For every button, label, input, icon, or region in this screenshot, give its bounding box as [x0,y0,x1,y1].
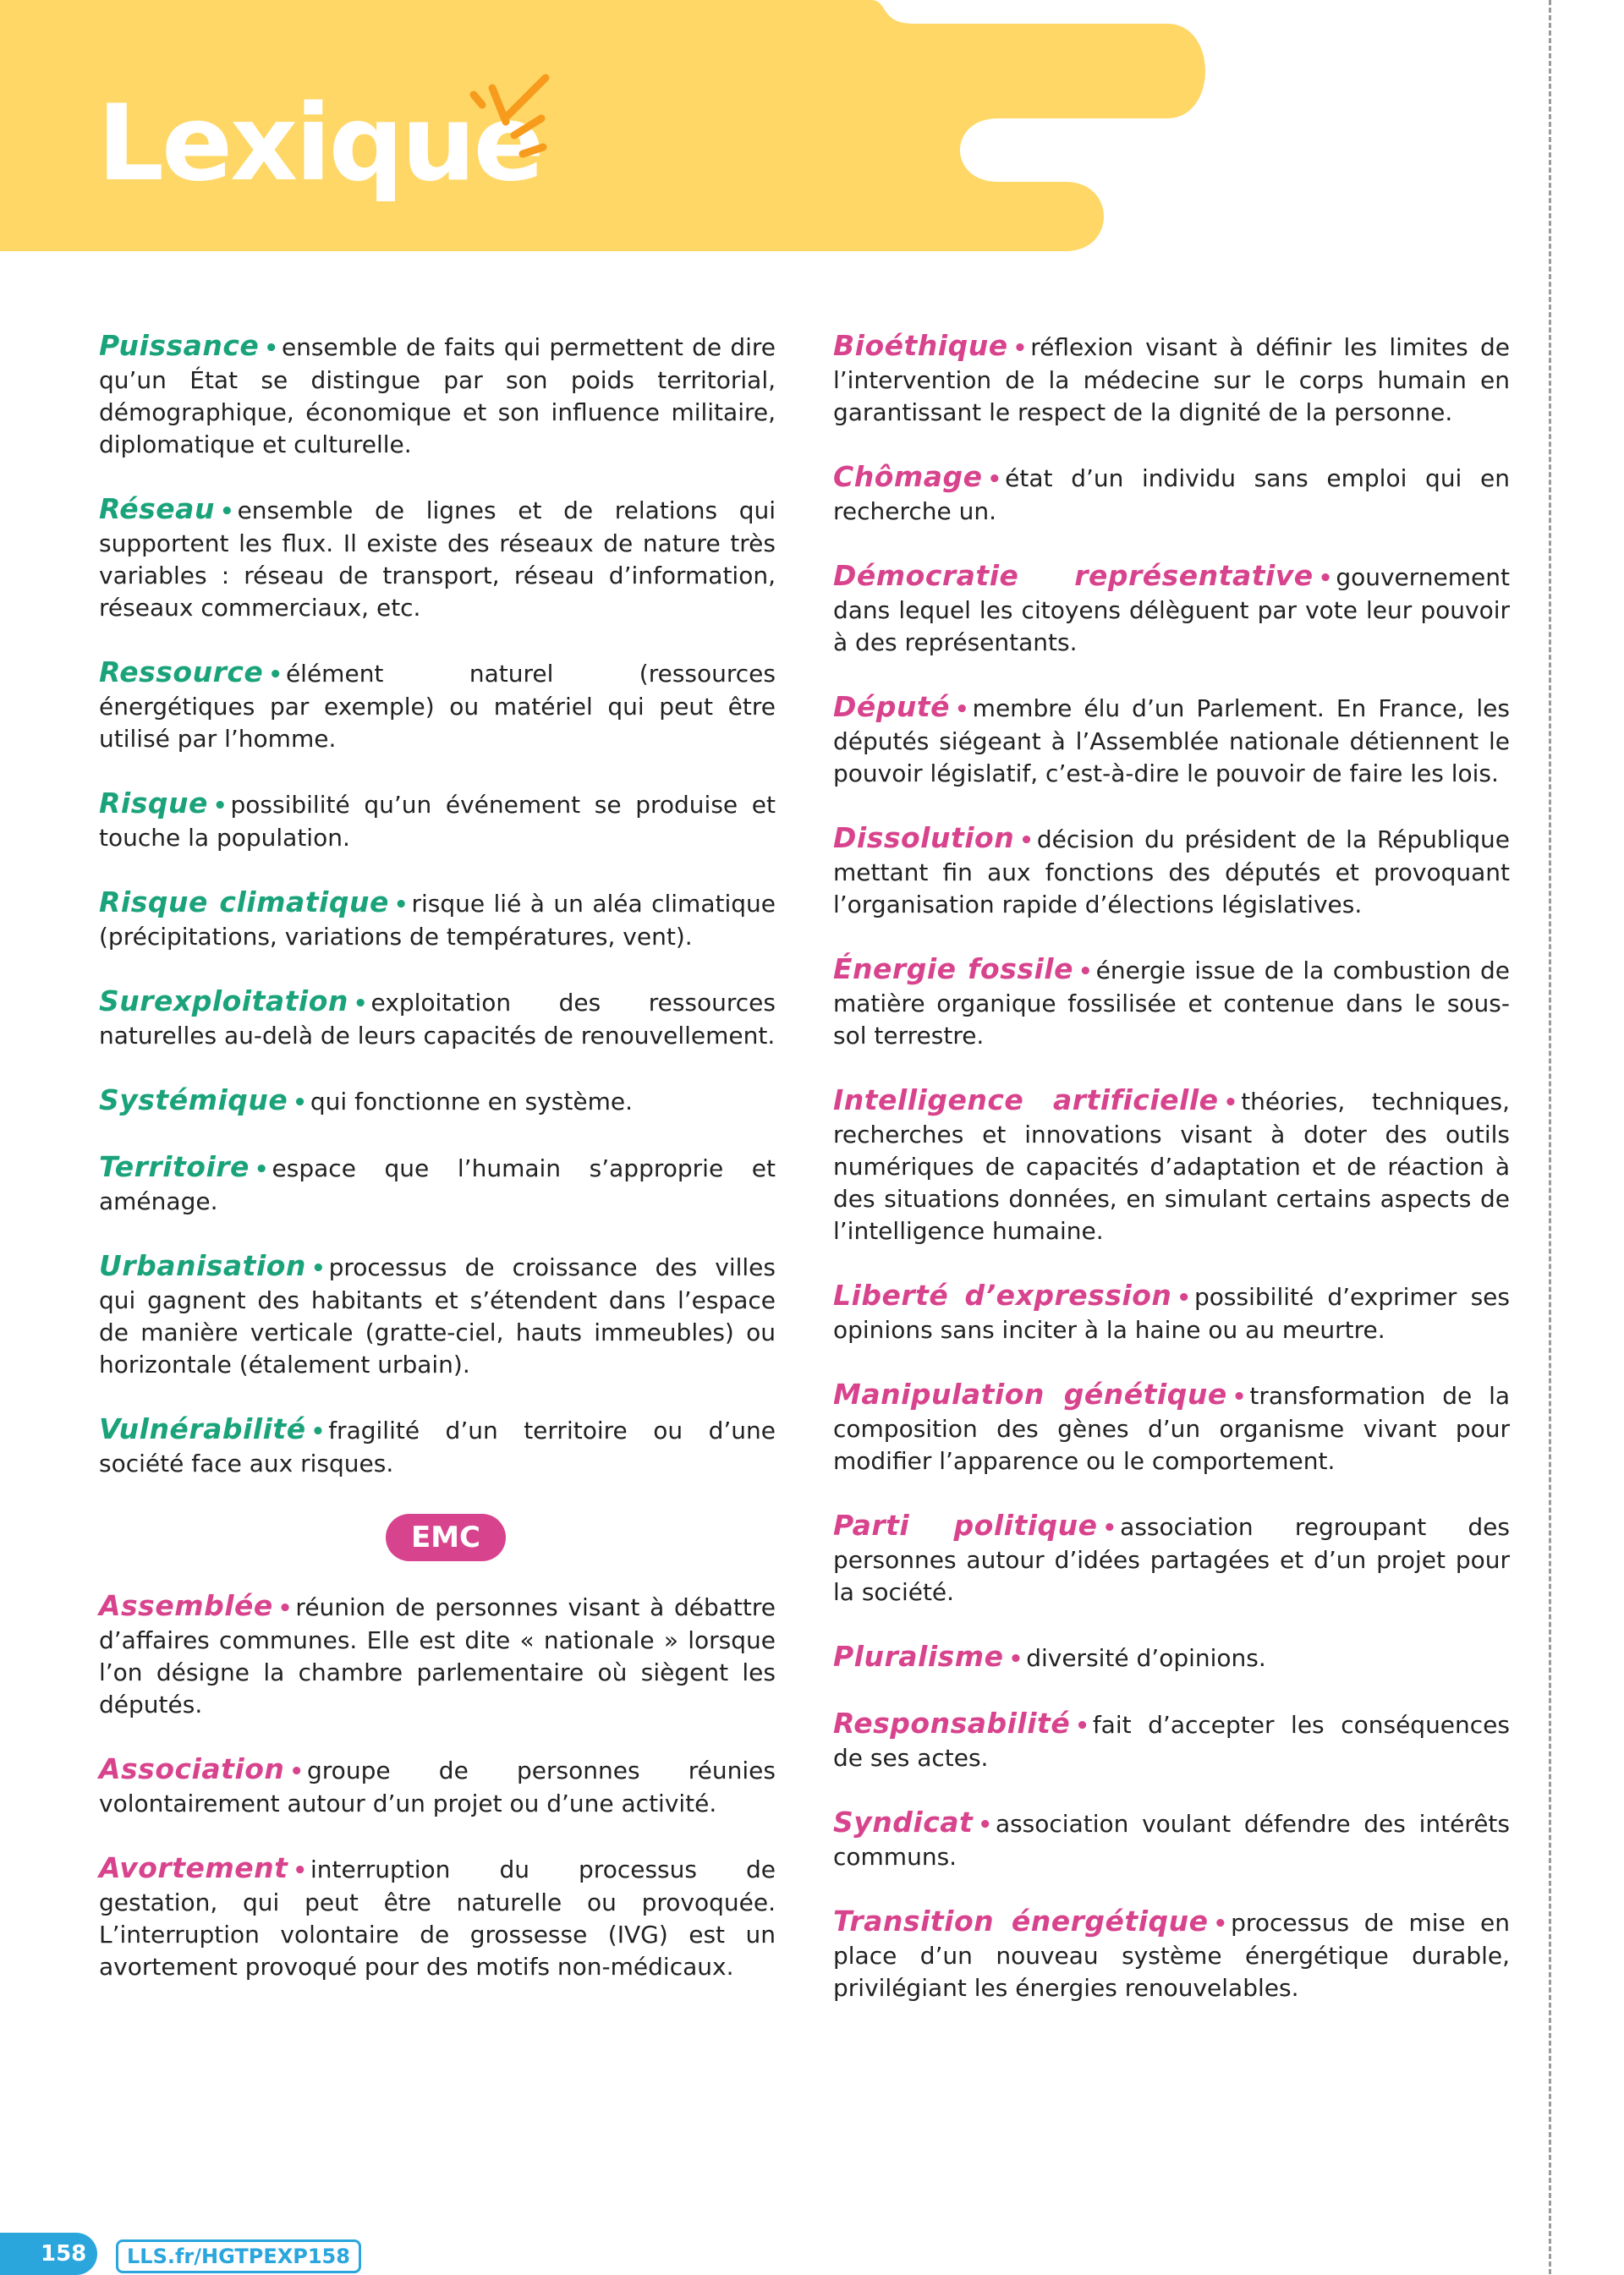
bullet-icon: • [1223,1090,1238,1116]
lexicon-entry [99,787,776,854]
entry-term: Puissance [99,329,260,362]
entry-term: Chômage [833,460,983,493]
bullet-icon: • [254,1157,269,1182]
lexicon-entry [99,1084,776,1119]
emc-section-header [99,1514,776,1561]
entry-term: Risque climatique [99,885,389,918]
entry-term: Manipulation génétique [833,1378,1227,1411]
lexicon-entry [99,493,776,624]
entry-term: Systémique [99,1083,288,1116]
bullet-icon: • [1232,1384,1247,1410]
bullet-icon: • [289,1759,304,1784]
entry-term: Assemblée [99,1589,273,1622]
bullet-icon: • [310,1256,326,1281]
lexicon-entry [833,1280,1510,1346]
entry-term: Dissolution [833,821,1015,854]
entry-term: Intelligence artificielle [833,1083,1219,1116]
entry-term: Député [833,690,951,723]
bullet-icon: • [268,662,283,688]
lexicon-entry [833,330,1510,429]
bullet-icon: • [393,892,409,918]
lexicon-entry [99,1590,776,1721]
lexicon-entry [833,560,1510,659]
entry-definition: membre élu d’un Parlement. En France, les députés siégeant à l’Assemblée nationale détiennent le pouvoir législatif, c’est-à-dire le pouvoir de faire les lois. [833,694,1510,787]
lexicon-entry [833,1379,1510,1477]
left-column [99,330,776,2015]
resource-link[interactable]: LLS.fr/HGTPEXP158 [116,2239,361,2273]
lexicon-entry [833,1905,1510,2004]
emc-badge: EMC [386,1514,506,1561]
bullet-icon: • [293,1090,307,1116]
entry-definition: qui fonctionne en système. [310,1088,633,1116]
lexicon-entry [833,1641,1510,1675]
entry-term: Responsabilité [833,1707,1071,1740]
entry-definition: réflexion visant à définir les limites de l’intervention de la médecine sur le corps humain en garantissant le respect de la dignité de la personne. [833,333,1510,426]
entry-definition: groupe de personnes réunies volontairement autour d’un projet ou d’une activité. [99,1757,776,1817]
entry-term: Avortement [99,1851,288,1884]
entry-definition: possibilité d’exprimer ses opinions sans inciter à la haine ou au meurtre. [833,1283,1510,1344]
lexicon-entry [833,691,1510,790]
bullet-icon: • [1019,828,1034,853]
entry-term: Bioéthique [833,329,1008,362]
bullet-icon: • [1318,566,1333,591]
entry-term: Vulnérabilité [99,1412,306,1445]
sparkle-icon [457,69,558,162]
entry-definition: association voulant défendre des intérêts communs. [833,1810,1510,1871]
entry-definition: association regroupant des personnes autour d’idées partagées et d’un projet pour la société. [833,1513,1510,1606]
bullet-icon: • [219,499,234,524]
entry-term: Énergie fossile [833,952,1074,985]
bullet-icon: • [264,336,278,361]
entry-definition: possibilité qu’un événement se produise et touche la population. [99,791,776,852]
entry-definition: décision du président de la République mettant fin aux fonctions des députés et provoquant l’organisation rapide d’élections législatives. [833,825,1510,918]
entry-term: Surexploitation [99,984,348,1017]
page-number: 158 [41,2241,87,2267]
bullet-icon: • [310,1419,326,1444]
lexicon-entry [833,822,1510,921]
bullet-icon: • [277,1596,293,1621]
lexicon-entry [99,1413,776,1480]
bullet-icon: • [978,1812,992,1838]
entry-definition: risque lié à un aléa climatique (précipitations, variations de températures, vent). [99,890,776,951]
entry-definition: processus de mise en place d’un nouveau système énergétique durable, privilégiant les énergies renouvelables. [833,1909,1510,2002]
entry-term: Réseau [99,492,215,525]
emc-entries [99,1590,776,1983]
entry-definition: gouvernement dans lequel les citoyens délèguent par vote leur pouvoir à des représentants. [833,563,1510,656]
right-column [833,330,1510,2037]
entry-definition: état d’un individu sans emploi qui en recherche un. [833,464,1510,525]
entry-definition: fragilité d’un territoire ou d’une société face aux risques. [99,1417,776,1477]
entry-term: Pluralisme [833,1640,1004,1673]
entry-definition: élément naturel (ressources énergétiques par exemple) ou matériel qui peut être utilisé par l’homme. [99,660,776,753]
lexicon-entry [99,1250,776,1381]
entry-term: Syndicat [833,1806,974,1839]
bullet-icon: • [1213,1911,1228,1937]
entry-term: Risque [99,787,208,820]
entry-definition: réunion de personnes visant à débattre d’affaires communes. Elle est dite « nationale » lorsque l’on désigne la chambre parlementaire où siègent les députés. [99,1593,776,1719]
bullet-icon: • [1102,1516,1117,1541]
lexicon-entry [99,886,776,953]
entry-term: Association [99,1752,285,1785]
lexicon-entry [99,985,776,1052]
lexicon-entry [833,953,1510,1052]
entry-term: Parti politique [833,1509,1098,1542]
bullet-icon: • [293,1858,308,1883]
entry-definition: espace que l’humain s’approprie et aménage. [99,1154,776,1215]
entry-term: Urbanisation [99,1249,306,1282]
entry-definition: transformation de la composition des gènes d’un organisme vivant pour modifier l’apparence ou le comportement. [833,1382,1510,1475]
lexicon-entry [99,656,776,755]
entry-definition: théories, techniques, recherches et innovations visant à doter des outils numériques de capacités d’adaptation et de réaction à des situations données, en simulant certains aspects de l’intelligence humaine. [833,1088,1510,1245]
entry-definition: processus de croissance des villes qui gagnent des habitants et s’étendent dans l’espace de manière verticale (gratte-ciel, hauts immeubles) ou horizontale (étalement urbain). [99,1253,776,1379]
entry-term: Transition énergétique [833,1905,1209,1938]
lexicon-entry [833,461,1510,528]
lexicon-entry [833,1084,1510,1247]
geography-entries [99,330,776,1480]
entry-term: Ressource [99,655,264,688]
bullet-icon: • [955,697,969,722]
entry-term: Liberté d’expression [833,1279,1172,1312]
entry-definition: exploitation des ressources naturelles au-delà de leurs capacités de renouvellement. [99,989,776,1050]
bullet-icon: • [212,793,228,819]
entry-definition: ensemble de lignes et de relations qui supportent les flux. Il existe des réseaux de nature très variables : réseau de transport, réseau d’information, réseaux commerciaux, etc. [99,496,776,622]
bullet-icon: • [1078,959,1093,984]
bullet-icon: • [1008,1647,1023,1672]
bullet-icon: • [353,991,368,1017]
entry-definition: interruption du processus de gestation, qui peut être naturelle ou provoquée. L’interruption volontaire de grossesse (IVG) est un avortement provoqué pour des motifs non-médicaux. [99,1856,776,1981]
entry-definition: ensemble de faits qui permettent de dire qu’un État se distingue par son poids territorial, démographique, économique et son influence militaire, diplomatique et culturelle. [99,333,776,458]
bullet-icon: • [1012,336,1028,361]
entry-definition: fait d’accepter les conséquences de ses actes. [833,1711,1510,1772]
lexicon-entry [99,1753,776,1820]
entry-term: Territoire [99,1150,250,1183]
lexicon-entry [833,1510,1510,1609]
lexicon-entry [833,1708,1510,1774]
bullet-icon: • [987,467,1002,492]
bullet-icon: • [1177,1286,1192,1311]
entry-definition: énergie issue de la combustion de matière organique fossilisée et contenue dans le sous-sol terrestre. [833,957,1510,1050]
lexicon-entry [833,1806,1510,1873]
entry-term: Démocratie représentative [833,559,1314,592]
lexicon-entry [99,1151,776,1218]
lexicon-entry [99,1852,776,1983]
lexicon-entry [99,330,776,461]
entry-definition: diversité d’opinions. [1026,1644,1266,1672]
page-title: Lexique [97,83,542,205]
page-edge-dashed-line [1549,0,1551,2274]
bullet-icon: • [1075,1713,1089,1739]
